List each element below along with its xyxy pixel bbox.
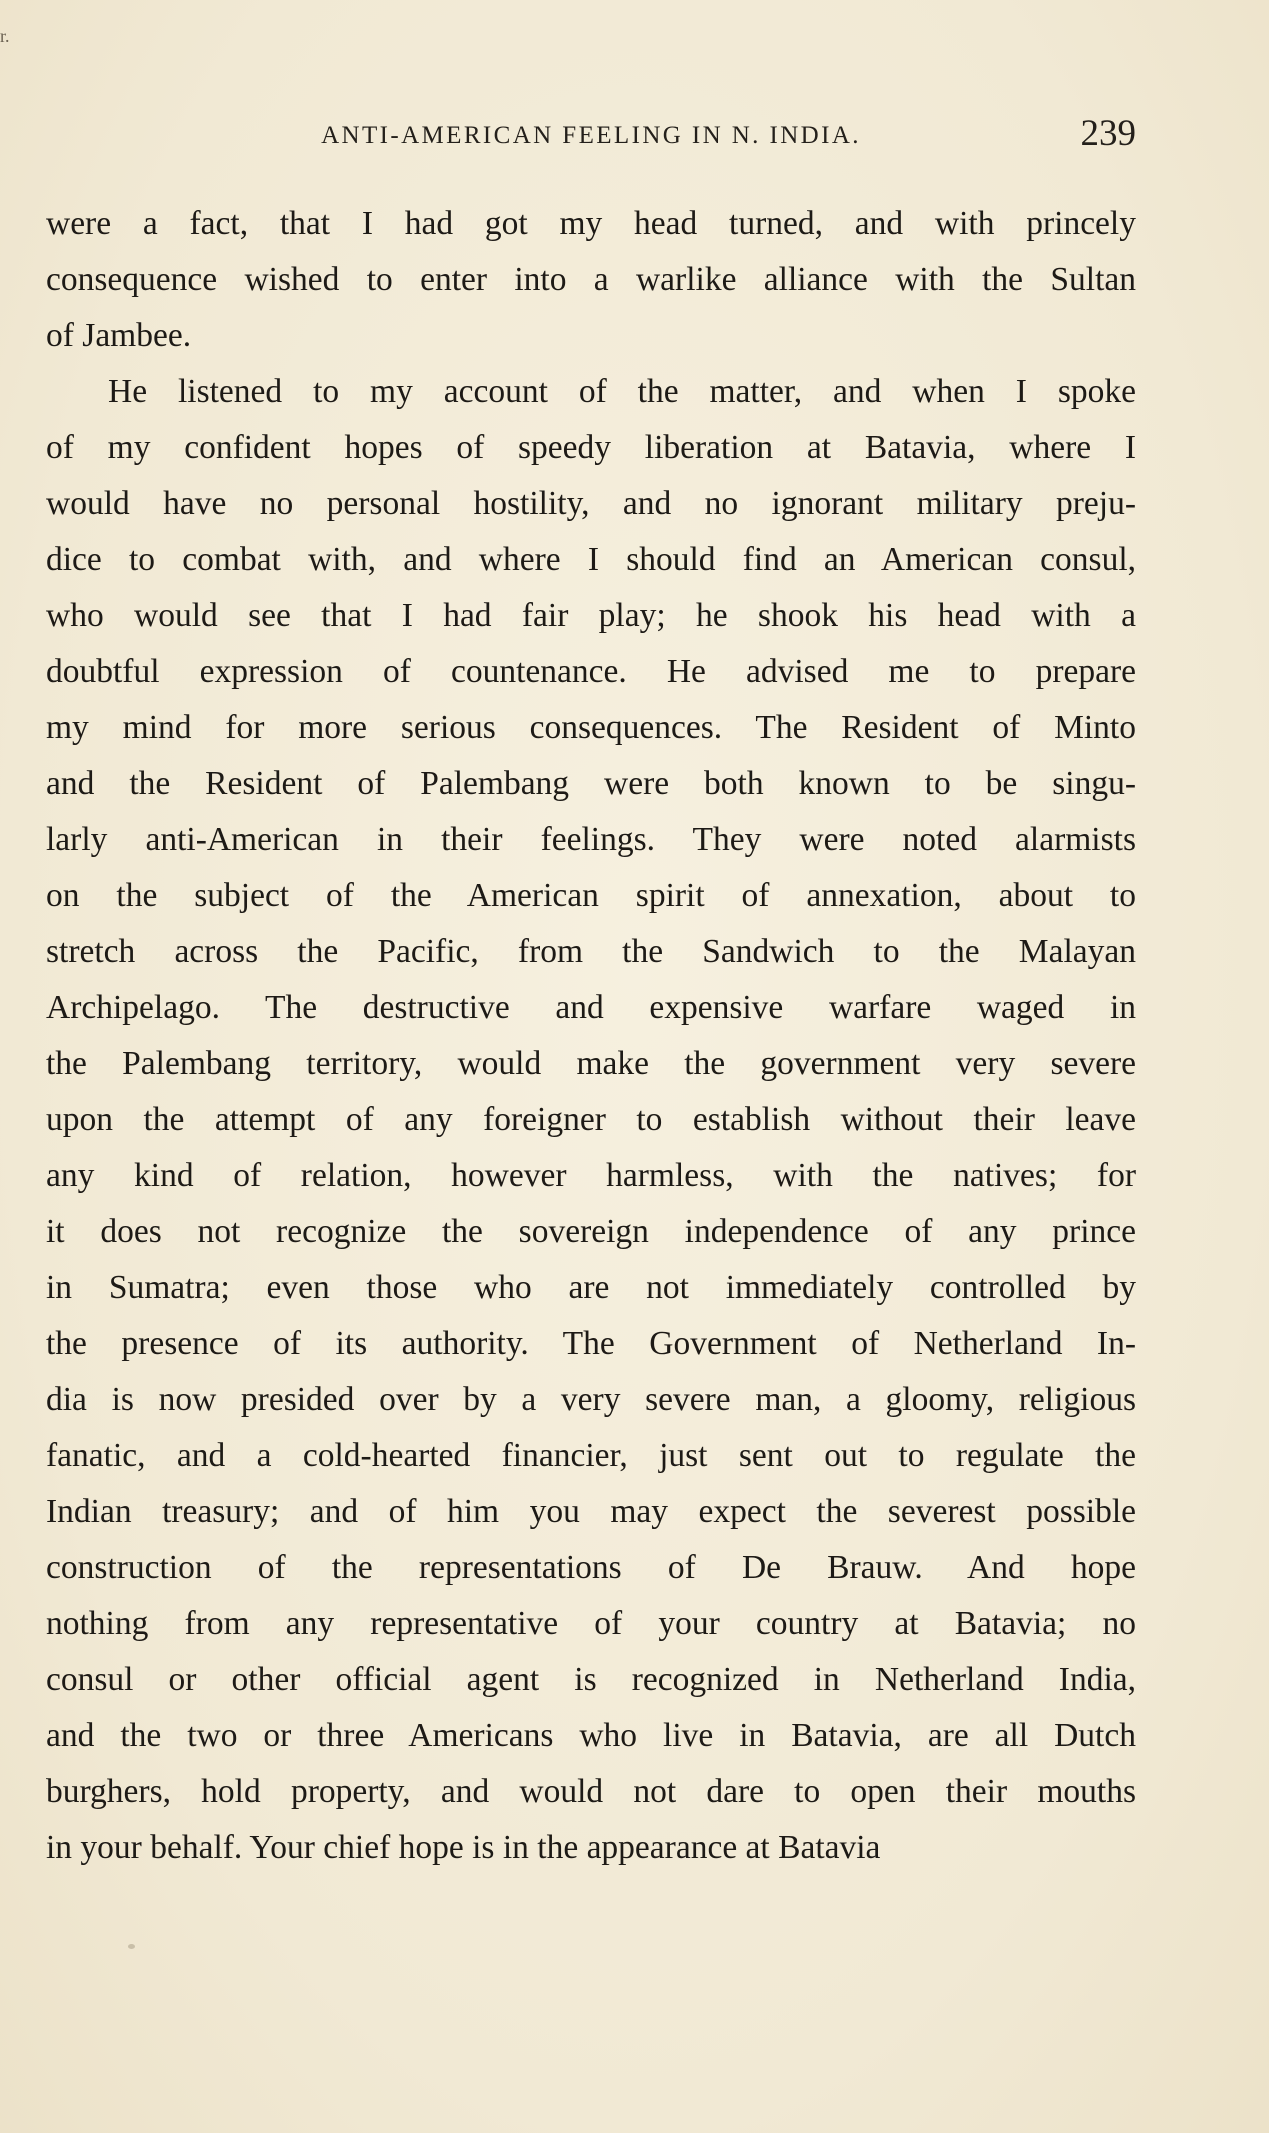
text-line-30: in your behalf. Your chief hope is in the appearance at Batavia <box>46 1829 881 1866</box>
paper-speck <box>128 1944 135 1949</box>
text-line-24: Indian treasury; and of him you may expect the severest possible <box>46 1493 1136 1530</box>
text-line-10: my mind for more serious consequences. The Resident of Minto <box>46 709 1136 746</box>
text-line-12: larly anti-American in their feelings. They were noted alarmists <box>46 821 1136 858</box>
text-line-27: consul or other official agent is recognized in Netherland India, <box>46 1661 1136 1698</box>
text-line-2: consequence wished to enter into a warlike alliance with the Sultan <box>46 261 1136 298</box>
corner-mark: r. <box>0 26 10 46</box>
text-line-11: and the Resident of Palembang were both known to be singu- <box>46 765 1136 802</box>
text-line-14: stretch across the Pacific, from the Sandwich to the Malayan <box>46 933 1136 970</box>
text-line-3: of Jambee. <box>46 317 192 354</box>
running-head <box>46 112 1136 158</box>
text-line-17: upon the attempt of any foreigner to establish without their leave <box>46 1101 1136 1138</box>
text-line-22: dia is now presided over by a very severe man, a gloomy, religious <box>46 1381 1136 1418</box>
text-line-16: the Palembang territory, would make the government very severe <box>46 1045 1136 1082</box>
text-line-29: burghers, hold property, and would not dare to open their mouths <box>46 1773 1136 1810</box>
text-line-28: and the two or three Americans who live in Batavia, are all Dutch <box>46 1717 1136 1754</box>
body-text <box>46 196 1136 1876</box>
text-line-8: who would see that I had fair play; he shook his head with a <box>46 597 1136 634</box>
text-line-6: would have no personal hostility, and no ignorant military preju- <box>46 485 1136 522</box>
text-line-4: He listened to my account of the matter, and when I spoke <box>108 373 1136 410</box>
text-line-23: fanatic, and a cold-hearted financier, just sent out to regulate the <box>46 1437 1136 1474</box>
text-line-13: on the subject of the American spirit of annexation, about to <box>46 877 1136 914</box>
text-line-25: construction of the representations of De Brauw. And hope <box>46 1549 1136 1586</box>
text-line-9: doubtful expression of countenance. He advised me to prepare <box>46 653 1136 690</box>
text-line-26: nothing from any representative of your country at Batavia; no <box>46 1605 1136 1642</box>
text-line-5: of my confident hopes of speedy liberation at Batavia, where I <box>46 429 1136 466</box>
text-line-18: any kind of relation, however harmless, with the natives; for <box>46 1157 1136 1194</box>
text-line-19: it does not recognize the sovereign independence of any prince <box>46 1213 1136 1250</box>
running-title: ANTI-AMERICAN FEELING IN N. INDIA. <box>321 122 861 149</box>
text-line-20: in Sumatra; even those who are not immediately controlled by <box>46 1269 1136 1306</box>
text-line-7: dice to combat with, and where I should find an American consul, <box>46 541 1136 578</box>
page-number: 239 <box>1080 113 1136 154</box>
text-line-21: the presence of its authority. The Government of Netherland In- <box>46 1325 1136 1362</box>
text-line-15: Archipelago. The destructive and expensive warfare waged in <box>46 989 1136 1026</box>
text-line-1: were a fact, that I had got my head turned, and with princely <box>46 205 1136 242</box>
